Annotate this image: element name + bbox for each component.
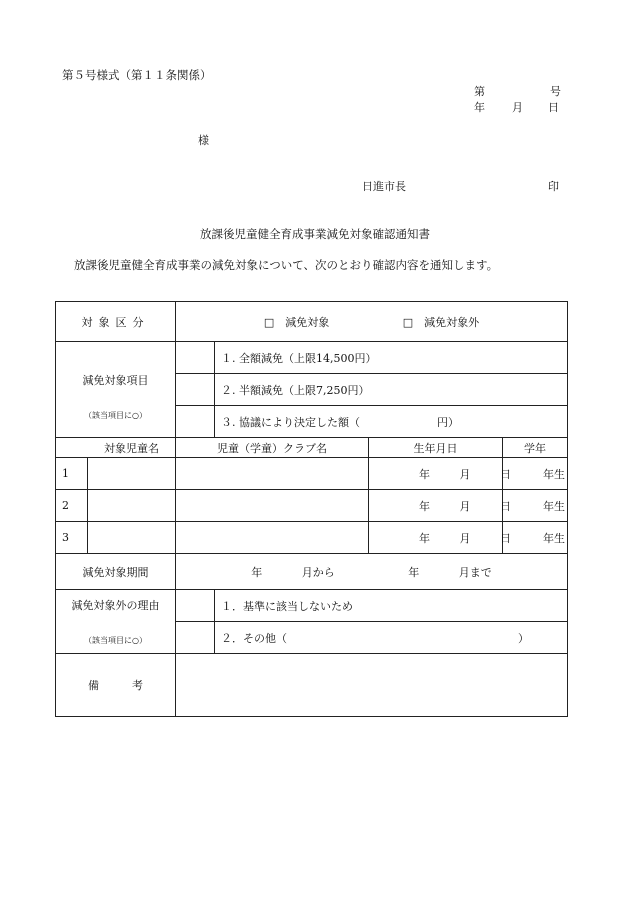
- doc-number-prefix: 第: [474, 85, 485, 98]
- reason-mark-1[interactable]: [176, 590, 215, 622]
- birth-month-2: 月: [459, 499, 471, 513]
- reason-note: （該当項目に○）: [84, 636, 147, 645]
- club-name-1[interactable]: [176, 458, 369, 490]
- birth-day-2: 日: [500, 499, 511, 513]
- child-name-3[interactable]: [88, 522, 176, 554]
- item-mark-2[interactable]: [176, 374, 215, 406]
- row-number-2: 2: [56, 490, 88, 522]
- seal-mark: 印: [548, 180, 559, 193]
- birth-month-3: 月: [459, 531, 471, 545]
- items-label: 減免対象項目: [82, 374, 149, 387]
- reason-mark-2[interactable]: [176, 622, 215, 654]
- period-from-month: 月から: [301, 565, 335, 579]
- birthdate-3[interactable]: [369, 522, 511, 554]
- category-label: 対象区分: [56, 302, 176, 342]
- birthdate-2[interactable]: [369, 490, 511, 522]
- club-name-3[interactable]: [176, 522, 369, 554]
- child-name-1[interactable]: [88, 458, 176, 490]
- item-mark-3[interactable]: [176, 406, 215, 438]
- reason-label-cell: [56, 590, 176, 654]
- remarks-label: 備 考: [56, 654, 176, 717]
- reason-label: 減免対象外の理由: [71, 599, 160, 612]
- item-3: ３. 協議により決定した額（ 円）: [215, 406, 568, 438]
- grade-2[interactable]: 年生: [503, 490, 568, 522]
- items-label-cell: [56, 342, 176, 438]
- col-birthdate: 生年月日: [369, 438, 503, 458]
- grade-3[interactable]: 年生: [503, 522, 568, 554]
- document-title: 放課後児童健全育成事業減免対象確認通知書: [200, 227, 430, 241]
- col-child-name: 対象児童名: [56, 438, 176, 458]
- birthdate-1[interactable]: [369, 458, 511, 490]
- period-from-year: 年: [251, 565, 263, 579]
- item-1: １. 全額減免（上限14,500円）: [215, 342, 568, 374]
- item-mark-1[interactable]: [176, 342, 215, 374]
- option-exempt[interactable]: □ 減免対象: [263, 315, 330, 329]
- period-to-year: 年: [408, 565, 420, 579]
- form-number: 第５号様式（第１１条関係）: [62, 68, 212, 82]
- club-name-2[interactable]: [176, 490, 369, 522]
- item-2: ２. 半額減免（上限7,250円）: [215, 374, 568, 406]
- row-number-1: 1: [56, 458, 88, 490]
- category-options: [176, 302, 568, 342]
- period-label: 減免対象期間: [56, 554, 176, 590]
- reason-1: １．基準に該当しないため: [215, 590, 568, 622]
- col-club-name: 児童（学童）クラブ名: [176, 438, 369, 458]
- exemption-form-table: [55, 301, 568, 717]
- birth-year-3: 年: [419, 531, 430, 545]
- sender-name: 日進市長: [362, 180, 406, 193]
- date-year-label: 年: [474, 101, 485, 114]
- birth-year-2: 年: [419, 499, 430, 513]
- date-month-label: 月: [512, 101, 523, 114]
- period-value[interactable]: [176, 554, 568, 590]
- period-to-month: 月まで: [458, 565, 492, 579]
- child-name-2[interactable]: [88, 490, 176, 522]
- addressee-suffix: 様: [198, 134, 209, 147]
- remarks-field[interactable]: [176, 654, 568, 717]
- intro-text: 放課後児童健全育成事業の減免対象について、次のとおり確認内容を通知します。: [74, 258, 499, 272]
- birth-month-1: 月: [459, 467, 471, 481]
- grade-1[interactable]: 年生: [503, 458, 568, 490]
- option-not-exempt[interactable]: □ 減免対象外: [402, 315, 480, 329]
- birth-day-1: 日: [500, 467, 511, 481]
- doc-number-suffix: 号: [550, 85, 561, 98]
- col-grade: 学年: [503, 438, 568, 458]
- birth-year-1: 年: [419, 467, 430, 481]
- row-number-3: 3: [56, 522, 88, 554]
- items-note: （該当項目に○）: [84, 411, 147, 420]
- reason-2[interactable]: ２．その他（ ）: [215, 622, 568, 654]
- birth-day-3: 日: [500, 531, 511, 545]
- date-day-label: 日: [548, 101, 559, 114]
